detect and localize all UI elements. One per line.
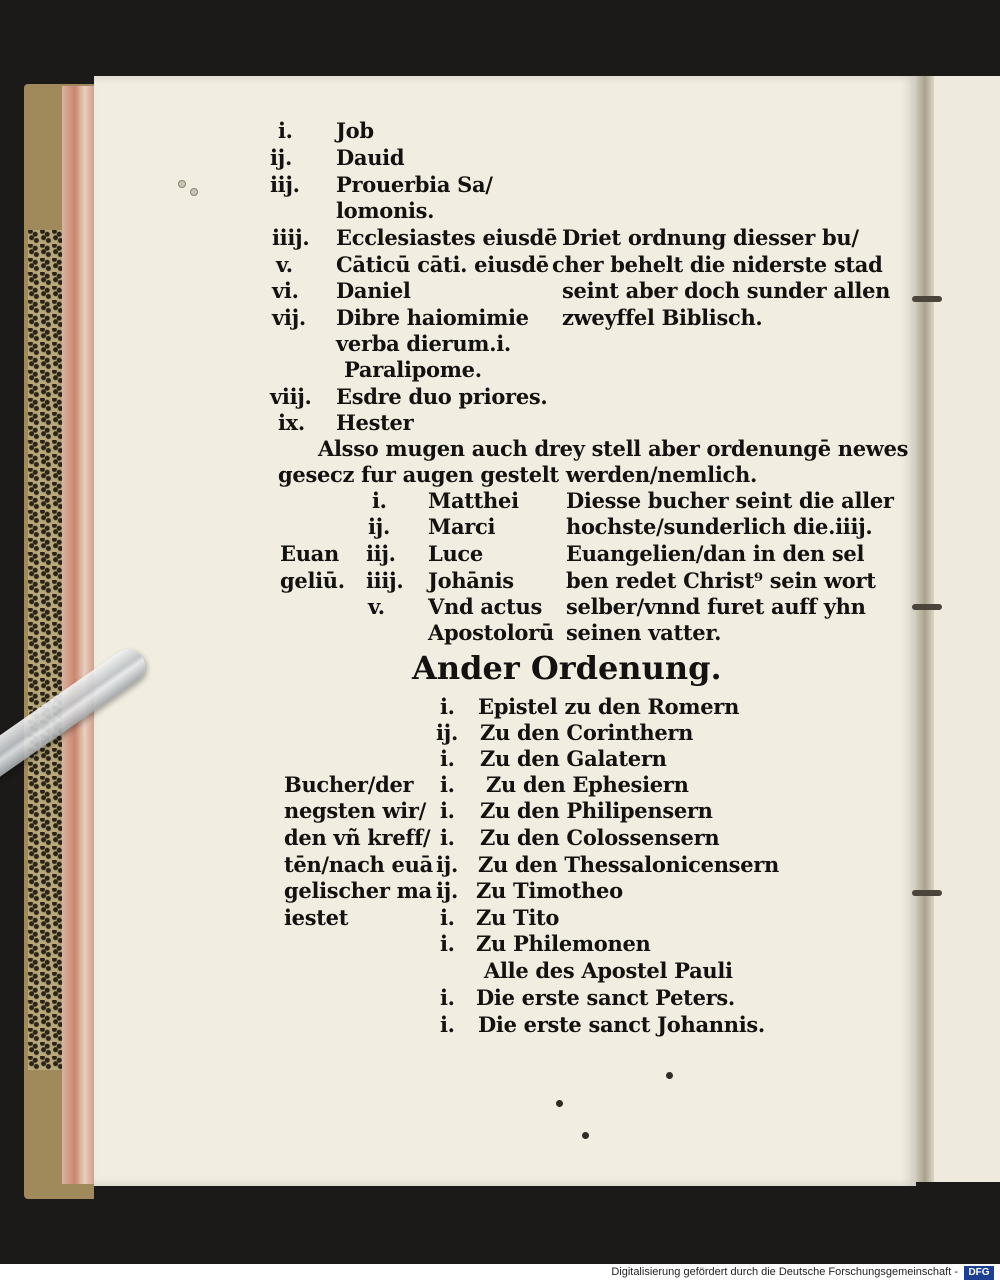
book-title: Luce xyxy=(428,541,483,566)
worm-hole xyxy=(666,1072,673,1079)
book-title: Prouerbia Sa/ xyxy=(336,172,493,197)
side-label: gelischer ma xyxy=(284,878,432,903)
numeral: i. xyxy=(440,772,455,797)
funding-credit: Digitalisierung gefördert durch die Deutsche Forschungsgemeinschaft - xyxy=(611,1266,958,1278)
worm-hole xyxy=(582,1132,589,1139)
commentary-line: Diesse bucher seint die aller xyxy=(566,488,894,513)
commentary-line: ben redet Christ⁹ sein wort xyxy=(566,568,876,593)
numeral: ix. xyxy=(278,410,305,435)
numeral: vi. xyxy=(272,278,299,303)
book-title: Dauid xyxy=(336,145,405,170)
numeral: i. xyxy=(440,798,455,823)
book-title: Ecclesiastes eiusdē xyxy=(336,225,558,250)
numeral: viij. xyxy=(270,384,312,409)
side-label: Euan xyxy=(280,541,339,566)
book-title: Zu Philemonen xyxy=(476,931,651,956)
book-title: Cāticū cāti. eiusdē xyxy=(336,252,549,277)
numeral: i. xyxy=(440,905,455,930)
numeral: i. xyxy=(440,985,455,1010)
commentary-line: hochste/sunderlich die.iiij. xyxy=(566,514,873,539)
side-label: Bucher/der xyxy=(284,772,414,797)
numeral: i. xyxy=(440,694,455,719)
binding-thread xyxy=(912,296,942,302)
side-label: iestet xyxy=(284,905,349,930)
section-heading: Ander Ordenung. xyxy=(412,649,722,687)
side-label: geliū. xyxy=(280,568,345,593)
book-title: Apostolorū xyxy=(428,620,554,645)
book-title: Zu den Corinthern xyxy=(480,720,694,745)
commentary-line: cher behelt die niderste stad xyxy=(552,252,883,277)
book-title: Epistel zu den Romern xyxy=(478,694,740,719)
numeral: ij. xyxy=(436,878,458,903)
commentary-line: Driet ordnung diesser bu/ xyxy=(562,225,859,250)
numeral: iiij. xyxy=(272,225,310,250)
commentary-line: seinen vatter. xyxy=(566,620,722,645)
book-title: Paralipome. xyxy=(344,357,482,382)
binding-thread xyxy=(912,890,942,896)
book-title: Zu den Thessalonicensern xyxy=(478,852,780,877)
worm-hole xyxy=(556,1100,563,1107)
worm-hole xyxy=(178,180,186,188)
book-title: Die erste sanct Peters. xyxy=(476,985,735,1010)
numeral: i. xyxy=(440,825,455,850)
book-title: Zu den Colossensern xyxy=(480,825,720,850)
book-title: Dibre haiomimie xyxy=(336,305,529,330)
book-title: verba dierum.i. xyxy=(336,331,511,356)
red-page-edges xyxy=(62,86,94,1184)
numeral: i. xyxy=(278,118,293,143)
numeral: ij. xyxy=(436,720,458,745)
numeral: ij. xyxy=(270,145,292,170)
numeral: v. xyxy=(276,252,293,277)
numeral: i. xyxy=(440,746,455,771)
commentary-line: Euangelien/dan in den sel xyxy=(566,541,865,566)
book-title: Zu den Ephesiern xyxy=(486,772,689,797)
book-title: Hester xyxy=(336,410,414,435)
numeral: i. xyxy=(372,488,387,513)
right-page-strip xyxy=(934,76,1000,1182)
book-title: Alle des Apostel Pauli xyxy=(484,958,733,983)
numeral: v. xyxy=(368,594,385,619)
numeral: i. xyxy=(440,1012,455,1037)
book-title: lomonis. xyxy=(336,198,435,223)
numeral: ij. xyxy=(368,514,390,539)
book-title: Job xyxy=(336,118,374,143)
book-title: Marci xyxy=(428,514,496,539)
book-title: Matthei xyxy=(428,488,519,513)
book-title: Vnd actus xyxy=(428,594,543,619)
numeral: ij. xyxy=(436,852,458,877)
dfg-logo: DFG xyxy=(964,1266,994,1280)
side-label: tēn/nach euā xyxy=(284,852,433,877)
book-title: Zu den Philipensern xyxy=(480,798,713,823)
paragraph-line: gesecz fur augen gestelt werden/nemlich. xyxy=(278,462,757,487)
worm-hole xyxy=(190,188,198,196)
book-title: Zu den Galatern xyxy=(480,746,667,771)
numeral: iiij. xyxy=(366,568,404,593)
book-title: Zu Timotheo xyxy=(476,878,623,903)
numeral: i. xyxy=(440,931,455,956)
book-gutter xyxy=(916,76,934,1182)
book-title: Daniel xyxy=(336,278,411,303)
book-title: Zu Tito xyxy=(476,905,560,930)
book-title: Esdre duo priores. xyxy=(336,384,548,409)
side-label: negsten wir/ xyxy=(284,798,426,823)
binding-thread xyxy=(912,604,942,610)
numeral: iij. xyxy=(270,172,300,197)
commentary-line: seint aber doch sunder allen xyxy=(562,278,891,303)
numeral: vij. xyxy=(272,305,306,330)
numeral: iij. xyxy=(366,541,396,566)
book-title: Die erste sanct Johannis. xyxy=(478,1012,765,1037)
paragraph-line: Alsso mugen auch drey stell aber ordenungē newes xyxy=(318,436,909,461)
commentary-line: zweyffel Biblisch. xyxy=(562,305,763,330)
commentary-line: selber/vnnd furet auff yhn xyxy=(566,594,866,619)
side-label: den vñ kreff/ xyxy=(284,825,431,850)
book-title: Johānis xyxy=(428,568,514,593)
